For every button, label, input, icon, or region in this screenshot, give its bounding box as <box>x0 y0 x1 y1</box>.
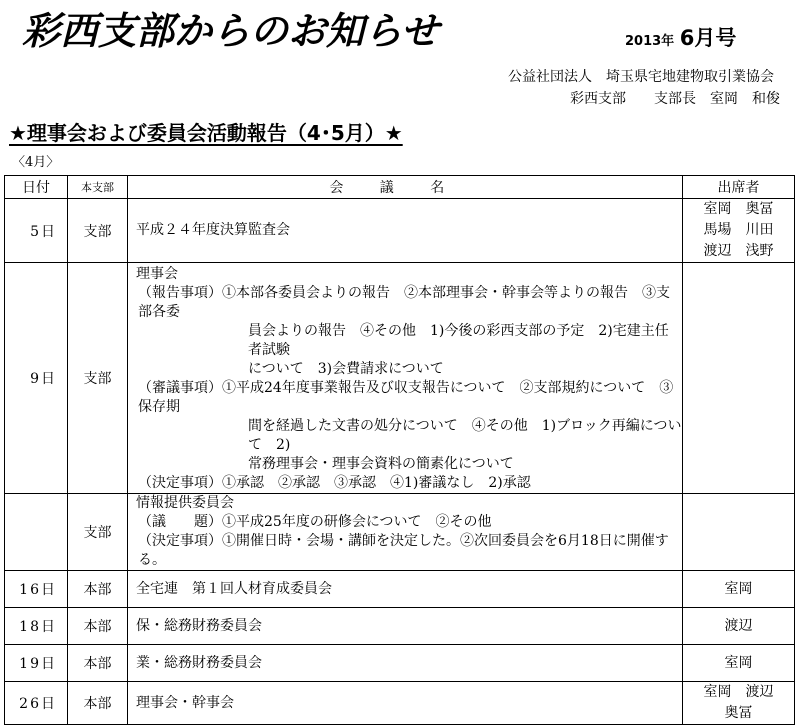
attendee-line: 奥冨 <box>724 705 753 721</box>
meeting-detail-line: （議 題）①平成25年度の研修会について ②その他 <box>138 514 492 530</box>
section-heading: ★理事会および委員会活動報告（4･5月）★ <box>9 121 403 145</box>
row-type: 本部 <box>68 645 128 682</box>
row-meeting: 平成２４年度決算監査会 <box>128 199 683 263</box>
meeting-detail-line: 員会よりの報告 ④その他 1)今後の彩西支部の予定 2)宅建主任者試験 <box>248 323 669 358</box>
meeting-detail-line: （審議事項）①平成24年度事業報告及び収支報告について ②支部規約について ③保存期 <box>138 380 674 415</box>
row-type: 本部 <box>68 571 128 608</box>
table-row <box>5 494 795 571</box>
row-date: 18日 <box>5 608 68 645</box>
row-meeting <box>128 263 683 494</box>
header-date: 日付 <box>5 176 68 199</box>
issue-number: 6月号 <box>679 26 737 50</box>
meeting-detail-line: （報告事項）①本部各委員会よりの報告 ②本部理事会・幹事会等よりの報告 ③支部各委 <box>138 285 670 320</box>
organization-block <box>508 66 780 110</box>
meeting-detail-line: （決定事項）①承認 ②承認 ③承認 ④1)審議なし 2)承認 <box>138 475 531 491</box>
meeting-detail-line: について 3)会費請求について <box>248 361 444 377</box>
row-attendees <box>683 263 795 494</box>
branch-chief: 彩西支部 支部長 室岡 和俊 <box>570 91 780 107</box>
header-meeting: 会議名 <box>128 176 683 199</box>
table-row <box>5 571 795 608</box>
table-row <box>5 263 795 494</box>
meeting-detail-line: 常務理事会・理事会資料の簡素化について <box>248 456 514 472</box>
activity-table <box>4 175 795 725</box>
row-date: 19日 <box>5 645 68 682</box>
row-date: 26日 <box>5 682 68 725</box>
row-date: 5日 <box>5 199 68 263</box>
meeting-detail-line: （決定事項）①開催日時・会場・講師を決定した。②次回委員会を6月18日に開催する。 <box>138 533 669 568</box>
attendee-line: 馬場 川田 <box>703 222 774 238</box>
row-attendees <box>683 645 795 682</box>
row-date: 16日 <box>5 571 68 608</box>
row-type: 本部 <box>68 608 128 645</box>
attendee-line: 室岡 <box>724 654 753 671</box>
table-row <box>5 608 795 645</box>
table-row <box>5 645 795 682</box>
attendee-line: 室岡 奥冨 <box>703 201 774 217</box>
attendee-line: 室岡 <box>724 580 753 597</box>
row-attendees <box>683 608 795 645</box>
row-meeting: 保・総務財務委員会 <box>128 608 683 645</box>
meeting-title: 情報提供委員会 <box>136 495 234 511</box>
organization-name: 公益社団法人 埼玉県宅地建物取引業協会 <box>508 69 774 85</box>
row-attendees <box>683 494 795 571</box>
meeting-title: 理事会 <box>136 266 178 282</box>
newsletter-title: 彩西支部からのお知らせ <box>22 9 439 53</box>
header-attendees: 出席者 <box>683 176 795 199</box>
issue-year: 2013年 <box>625 34 675 49</box>
attendee-line: 室岡 渡辺 <box>703 684 774 700</box>
row-attendees <box>683 571 795 608</box>
row-date <box>5 494 68 571</box>
month-label: 〈4月〉 <box>12 155 60 170</box>
row-type: 支部 <box>68 263 128 494</box>
table-row <box>5 682 795 725</box>
row-type: 支部 <box>68 494 128 571</box>
attendee-line: 渡辺 浅野 <box>703 243 774 259</box>
meeting-detail-line: 間を経過した文書の処分について ④その他 1)ブロック再編について 2) <box>248 418 682 453</box>
row-attendees <box>683 682 795 725</box>
row-date: 9日 <box>5 263 68 494</box>
row-type: 支部 <box>68 199 128 263</box>
row-type: 本部 <box>68 682 128 725</box>
row-meeting <box>128 494 683 571</box>
issue-label <box>625 22 736 52</box>
row-attendees <box>683 199 795 263</box>
row-meeting: 業・総務財務委員会 <box>128 645 683 682</box>
table-header-row <box>5 176 795 199</box>
row-meeting: 理事会・幹事会 <box>128 682 683 725</box>
table-row <box>5 199 795 263</box>
row-meeting: 全宅連 第１回人材育成委員会 <box>128 571 683 608</box>
attendee-line: 渡辺 <box>724 617 753 634</box>
header-type: 本支部 <box>68 176 128 199</box>
